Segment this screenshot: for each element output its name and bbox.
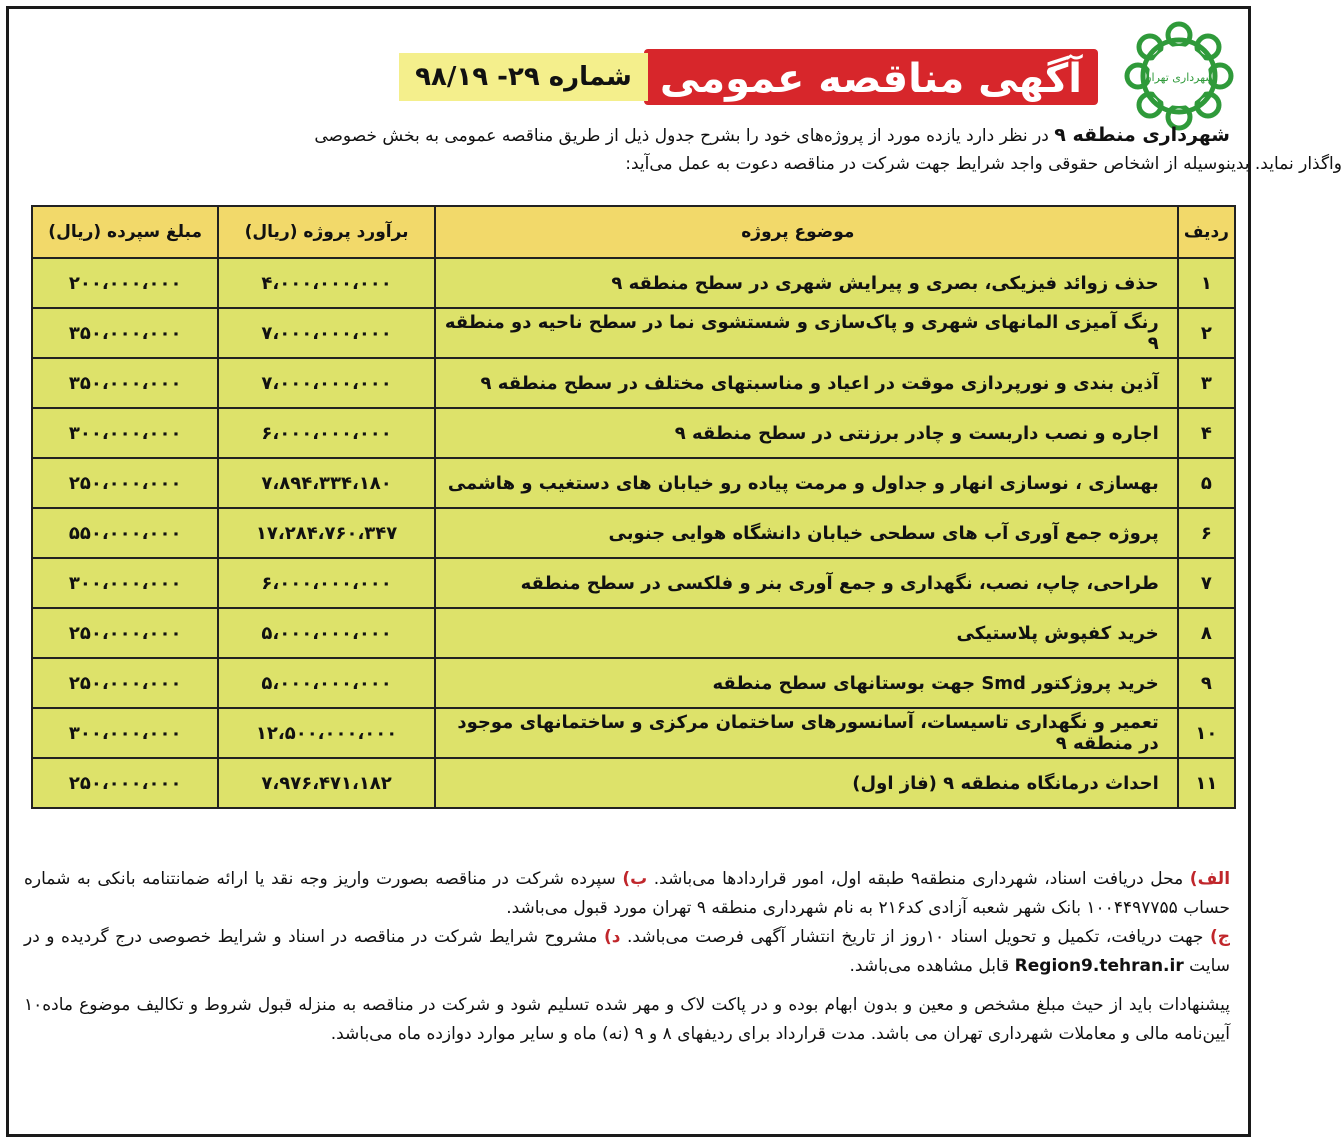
- table-row: [32, 358, 1235, 408]
- row-number: ۲: [1178, 308, 1235, 358]
- row-number: ۱: [1178, 258, 1235, 308]
- org-name: شهرداری منطقه ۹: [1054, 124, 1230, 146]
- tender-notice: [6, 6, 1342, 1137]
- note-final: پیشنهادات باید از حیث مبلغ مشخص و معین و بدون ابهام بوده و در پاکت لاک و مهر شده تسلیم شود و شرکت در مناقصه به منزله قبول شروط و تکالیف موضوع ماده۱۰ آیین‌نامه مالی و معاملات شهرداری تهران می باشد. مدت قرارداد برای ردیفهای ۸ و ۹ (نه) ماه و سایر موارد دوازده ماه می‌باشد.: [24, 995, 1230, 1044]
- row-estimate: ۵،۰۰۰،۰۰۰،۰۰۰: [218, 608, 435, 658]
- row-estimate: ۷،۸۹۴،۳۳۴،۱۸۰: [218, 458, 435, 508]
- row-estimate: ۶،۰۰۰،۰۰۰،۰۰۰: [218, 558, 435, 608]
- row-deposit: ۵۵۰،۰۰۰،۰۰۰: [32, 508, 218, 558]
- row-deposit: ۲۵۰،۰۰۰،۰۰۰: [32, 608, 218, 658]
- notice-number: شماره ۲۹- ۹۸/۱۹: [399, 53, 648, 101]
- row-deposit: ۲۵۰،۰۰۰،۰۰۰: [32, 458, 218, 508]
- row-estimate: ۶،۰۰۰،۰۰۰،۰۰۰: [218, 408, 435, 458]
- row-deposit: ۳۰۰،۰۰۰،۰۰۰: [32, 708, 218, 758]
- row-number: ۱۱: [1178, 758, 1235, 808]
- note-c-label: ج): [1209, 927, 1230, 947]
- note-d-label: د): [604, 927, 621, 947]
- row-subject: خرید کفپوش پلاستیکی: [435, 608, 1178, 658]
- table-row: [32, 308, 1235, 358]
- row-subject: حذف زوائد فیزیکی، بصری و پیرایش شهری در سطح منطقه ۹: [435, 258, 1178, 308]
- row-deposit: ۲۵۰،۰۰۰،۰۰۰: [32, 658, 218, 708]
- intro-text-1: در نظر دارد یازده مورد از پروژه‌های خود را بشرح جدول ذیل از طریق مناقصه عمومی به بخش خصوصی: [314, 126, 1055, 146]
- tehran-municipality-logo-icon: [1124, 21, 1234, 131]
- projects-table: [31, 205, 1236, 809]
- table-row: [32, 258, 1235, 308]
- row-subject: طراحی، چاپ، نصب، نگهداری و جمع آوری بنر و فلکسی در سطح منطقه: [435, 558, 1178, 608]
- note-cd: [24, 923, 1230, 981]
- table-header-row: [32, 206, 1235, 258]
- note-d-text-post: قابل مشاهده می‌باشد.: [849, 956, 1015, 976]
- row-number: ۸: [1178, 608, 1235, 658]
- note-d-text-pre: مشروح شرایط شرکت در مناقصه در اسناد و شرایط خصوصی درج گردیده و در سایت: [24, 927, 1230, 976]
- table-row: [32, 408, 1235, 458]
- table-row: [32, 758, 1235, 808]
- row-estimate: ۴،۰۰۰،۰۰۰،۰۰۰: [218, 258, 435, 308]
- row-estimate: ۱۷،۲۸۴،۷۶۰،۳۴۷: [218, 508, 435, 558]
- row-number: ۷: [1178, 558, 1235, 608]
- note-b-label: ب): [622, 869, 648, 889]
- row-estimate: ۱۲،۵۰۰،۰۰۰،۰۰۰: [218, 708, 435, 758]
- notice-title: آگهی مناقصه عمومی: [644, 49, 1098, 105]
- row-estimate: ۷،۰۰۰،۰۰۰،۰۰۰: [218, 358, 435, 408]
- row-number: ۴: [1178, 408, 1235, 458]
- row-subject: رنگ آمیزی المانهای شهری و پاک‌سازی و شستشوی نما در سطح ناحیه دو منطقه ۹: [435, 308, 1178, 358]
- svg-text:شهرداری تهران: شهرداری تهران: [1143, 71, 1215, 84]
- note-b-text: سپرده شرکت در مناقصه بصورت واریز وجه نقد یا ارائه ضمانتنامه بانکی به شماره حساب ۱۰۰۴۴۹۷۷۵۵ بانک شهر شعبه آزادی کد۲۱۶ به نام شهرداری منطقه ۹ تهران مورد قبول می‌باشد.: [24, 869, 1230, 918]
- row-estimate: ۵،۰۰۰،۰۰۰،۰۰۰: [218, 658, 435, 708]
- row-number: ۹: [1178, 658, 1235, 708]
- row-deposit: ۲۰۰،۰۰۰،۰۰۰: [32, 258, 218, 308]
- row-subject: پروژه جمع آوری آب های سطحی خیابان دانشگاه هوایی جنوبی: [435, 508, 1178, 558]
- row-subject: خرید پروژکتور Smd جهت بوستانهای سطح منطقه: [435, 658, 1178, 708]
- row-number: ۳: [1178, 358, 1235, 408]
- intro-paragraph: [140, 121, 1342, 178]
- row-number: ۵: [1178, 458, 1235, 508]
- row-deposit: ۳۵۰،۰۰۰،۰۰۰: [32, 358, 218, 408]
- row-subject: آذین بندی و نورپردازی موقت در اعیاد و مناسبتهای مختلف در سطح منطقه ۹: [435, 358, 1178, 408]
- note-c-text: جهت دریافت، تکمیل و تحویل اسناد ۱۰روز از تاریخ انتشار آگهی فرصت می‌باشد.: [620, 927, 1210, 947]
- table-row: [32, 508, 1235, 558]
- row-deposit: ۲۵۰،۰۰۰،۰۰۰: [32, 758, 218, 808]
- table-row: [32, 608, 1235, 658]
- row-subject: اجاره و نصب داربست و چادر برزنتی در سطح منطقه ۹: [435, 408, 1178, 458]
- row-deposit: ۳۵۰،۰۰۰،۰۰۰: [32, 308, 218, 358]
- note-ab: [24, 865, 1230, 923]
- table-row: [32, 558, 1235, 608]
- title-row: [399, 47, 1098, 107]
- header-estimate: برآورد پروژه (ریال): [218, 206, 435, 258]
- row-estimate: ۷،۹۷۶،۴۷۱،۱۸۲: [218, 758, 435, 808]
- header-subject: موضوع پروژه: [435, 206, 1178, 258]
- header-deposit: مبلغ سپرده (ریال): [32, 206, 218, 258]
- note-a-text: محل دریافت اسناد، شهرداری منطقه۹ طبقه اول، امور قراردادها می‌باشد.: [647, 869, 1190, 889]
- intro-text-2: واگذار نماید. بدینوسیله از اشخاص حقوقی واجد شرایط جهت شرکت در مناقصه دعوت به عمل می‌آید:: [625, 154, 1342, 174]
- table-row: [32, 658, 1235, 708]
- table-row: [32, 708, 1235, 758]
- row-subject: بهسازی ، نوسازی انهار و جداول و مرمت پیاده رو خیابان های دستغیب و هاشمی: [435, 458, 1178, 508]
- table-row: [32, 458, 1235, 508]
- row-number: ۶: [1178, 508, 1235, 558]
- row-deposit: ۳۰۰،۰۰۰،۰۰۰: [32, 558, 218, 608]
- row-number: ۱۰: [1178, 708, 1235, 758]
- row-estimate: ۷،۰۰۰،۰۰۰،۰۰۰: [218, 308, 435, 358]
- row-subject: احداث درمانگاه منطقه ۹ (فاز اول): [435, 758, 1178, 808]
- header-row-number: ردیف: [1178, 206, 1235, 258]
- website-link[interactable]: Region9.tehran.ir: [1014, 956, 1184, 976]
- row-deposit: ۳۰۰،۰۰۰،۰۰۰: [32, 408, 218, 458]
- note-a-label: الف): [1189, 869, 1231, 889]
- notes-section: [24, 865, 1230, 1049]
- row-subject: تعمیر و نگهداری تاسیسات، آسانسورهای ساختمان مرکزی و ساختمانهای موجود در منطقه ۹: [435, 708, 1178, 758]
